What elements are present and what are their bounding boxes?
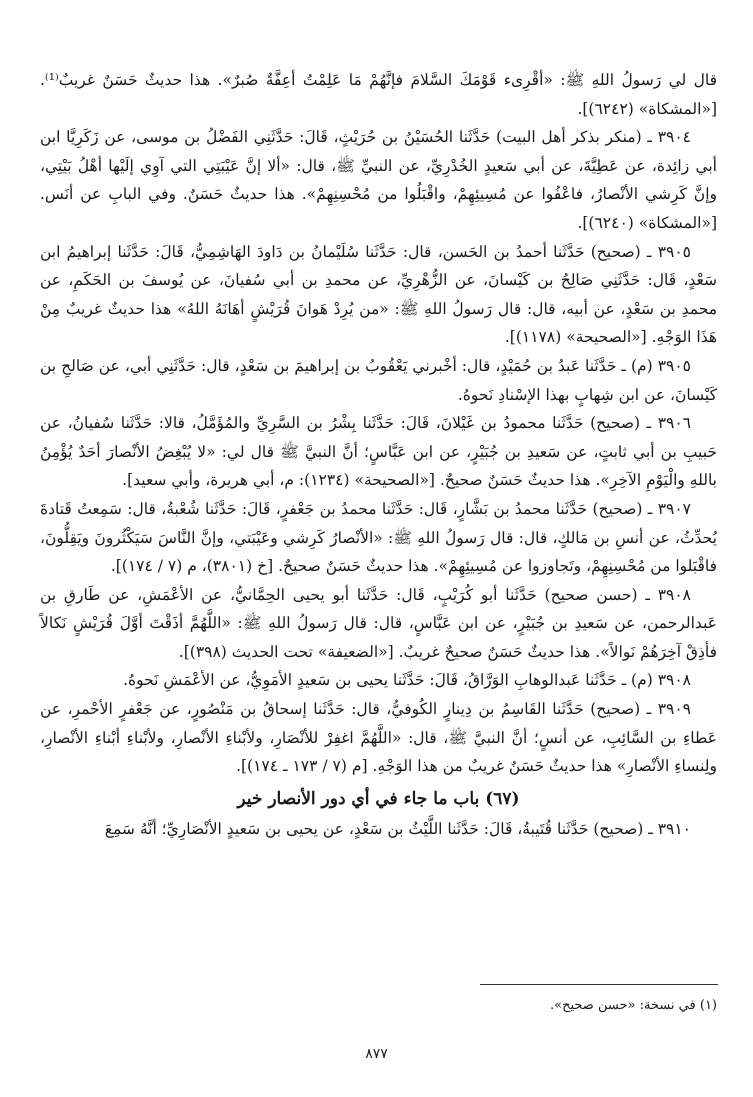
page-body <box>40 66 717 843</box>
paragraph-intro: قال لي رَسولُ اللهِ ﷺ: «أقْرِىء قَوْمَكَ السَّلامَ فإنَّهُمْ مَا عَلِمْتُ أعِفَّةٌ صُبرٌ». هذا حديثٌ حَسَنٌ غريبٌ⁽¹⁾. [«المشكاة» (٦٢٤٢)]. <box>40 71 717 118</box>
hadith-3904: ٣٩٠٤ ـ (منكر بذكر أهل البيت) حَدَّثَنا الحُسَيْنُ بن حُرَيْثٍ، قَالَ: حَدَّثَنِي الفَضْلُ بن موسى، عن زَكَرِيَّا ابن أبي زائِدة، عن عَطِيَّةَ، عن أبي سَعيدٍ الخُدْرِيِّ، عن النبيِّ ﷺ، قال: «ألا إنَّ عَيْبَتِي التي آوِي إلَيْها أهْلُ بَيْتِي، وإنَّ كَرِشي الأنْصارُ، فاعْفُوا عن مُسِيئِهِمْ، واقْبَلُوا من مُحْسِنِهِمْ». هذا حديثٌ حَسَنٌ. وفي البابِ عن أنَس. [«المشكاة» (٦٢٤٠)]. <box>40 128 717 232</box>
page-number: ٨٧٧ <box>365 1046 388 1062</box>
hadith-3905: ٣٩٠٥ ـ (صحيح) حَدَّثَنا أحمدُ بن الحَسن، قال: حَدَّثَنا سُلَيْمانُ بن دَاودَ الهَاشِمِيُّ، قَالَ: حَدَّثَنا إبراهيمُ ابن سَعْدٍ، قَال: حَدَّثَنِي صَالِحُ بن كَيْسانَ، عن الزُّهْرِيِّ، عن محمدِ بن أبي سُفيانَ، عن يُوسفَ بن الحَكَمِ، عن محمدِ بن سَعْدٍ، عن أبيه، قال: قال رَسولُ اللهِ ﷺ: «من يُرِدْ هَوانَ قُرَيْشٍ أهَانَهُ اللهُ» هذا حديثٌ غريبٌ مِنْ هَذَا الوَجْهِ. [«الصحيحة» (١١٧٨)]. <box>40 242 717 347</box>
footnote-divider <box>480 984 718 985</box>
hadith-3906: ٣٩٠٦ ـ (صحيح) حَدَّثَنا محمودُ بن غَيْلانَ، قَالَ: حَدَّثَنا بِشْرُ بن السَّرِيِّ والمُؤَمَّلُ، قالا: حَدَّثَنا سُفيانُ، عن حَبيبِ بن أبي ثابتٍ، عن سَعيدِ بن جُبَيْرٍ، عن ابن عَبَّاسٍ؛ أنَّ النبيَّ ﷺ قال لي: «لا يُبْغِضُ الأنْصارَ أحَدٌ يُؤْمِنُ باللهِ والْيَوْمِ الآخِرِ». هذا حديثٌ حَسَنٌ صحيحٌ. [«الصحيحة» (١٢٣٤): م، أبي هريرة، وأبي سعيد]. <box>40 414 717 490</box>
hadith-3908-m: ٣٩٠٨ (م) ـ حَدَّثَنا عَبدالوهابِ الوَرَّاقُ، قَالَ: حَدَّثَنا يحيى بن سَعيدٍ الأمَوِيُّ، عن الأعْمَشِ نَحوهُ. <box>123 671 691 690</box>
hadith-3908: ٣٩٠٨ ـ (حسن صحيح) حَدَّثَنا أبو كُرَيْبٍ، قَال: حَدَّثَنا أبو يحيى الحِمَّانيُّ، عن الأعْمَشِ، عن طَارقِ بن عَبدالرحمن، عن سَعيدِ بن جُبَيْرٍ، عن ابن عَبَّاسٍ، قال: قال رَسولُ اللهِ ﷺ: «اللَّهُمَّ أذَقْتَ أوَّلَ قُرَيْشٍ نَكالاً فأذِقْ آخِرَهُمْ نَوالاً». هذا حديثٌ حَسَنٌ صحيحٌ غريبٌ. [«الضعيفة» تحت الحديث (٣٩٨)]. <box>40 585 717 661</box>
hadith-3910: ٣٩١٠ ـ (صحيح) حَدَّثَنا قُتَيبةُ، قَالَ: حَدَّثَنا اللَّيْثُ بن سَعْدٍ، عن يحيى بن سَعيدٍ الأنْصَارِيِّ؛ أنَّهُ سَمِعَ <box>104 819 691 838</box>
hadith-3909: ٣٩٠٩ ـ (صحيح) حَدَّثَنا القَاسِمُ بن دِينارٍ الكُوفيُّ، قال: حَدَّثَنا إسحاقُ بن مَنْصُورٍ، عن جَعْفرٍ الأحْمرِ، عن عَطاءِ بن السَّائِبِ، عن أنسٍ؛ أنَّ النبيَّ ﷺ، قال: «اللَّهُمَّ اغفِرْ للأنْصَارِ، ولأبْناءِ الأنْصارِ، ولأبْناءِ أبْناءِ الأنْصارِ، ولِنساءِ الأنْصارِ» هذا حديثٌ حَسَنٌ غريبٌ من هذا الوَجْهِ. [م (٧ / ١٧٣ ـ ١٧٤)]. <box>40 700 717 776</box>
footnote: (١) في نسخة: «حسن صحيح». <box>550 998 717 1013</box>
hadith-3905-m: ٣٩٠٥ (م) ـ حَدَّثَنا عَبدُ بن حُمَيْدٍ، قال: أخْبرني يَعْقُوبُ بن إبراهيمَ بن سَعْدٍ، قال: حَدَّثَنِي أبي، عن صَالحِ بن كَيْسانَ، عن ابن شِهابٍ بهذا الإسْنادِ نَحوهُ. <box>40 356 717 404</box>
chapter-title: (٦٧) باب ما جاء في أي دور الأنصار خير <box>237 788 520 809</box>
hadith-3907: ٣٩٠٧ ـ (صحيح) حَدَّثَنا محمدُ بن بَشَّارٍ، قَال: حَدَّثَنا محمدُ بن جَعْفرٍ، قَالَ: حَدَّثَنا شُعْبةُ، قال: سَمِعتُ قَتادةَ يُحدِّثُ، عن أنسِ بن مَالكٍ، قال: قال رَسولُ اللهِ ﷺ: «الأنْصارُ كَرِشي وعَيْبَتي، وإنَّ النَّاسَ سَيَكْثُرونَ ويَقِلُّونَ، فاقْبَلوا من مُحْسِنِهِمْ، وتَجاوزوا عن مُسِيئِهِمْ». هذا حديثٌ حَسَنٌ صحيحٌ. [خ (٣٨٠١)، م (٧ / ١٧٤)]. <box>40 499 717 576</box>
